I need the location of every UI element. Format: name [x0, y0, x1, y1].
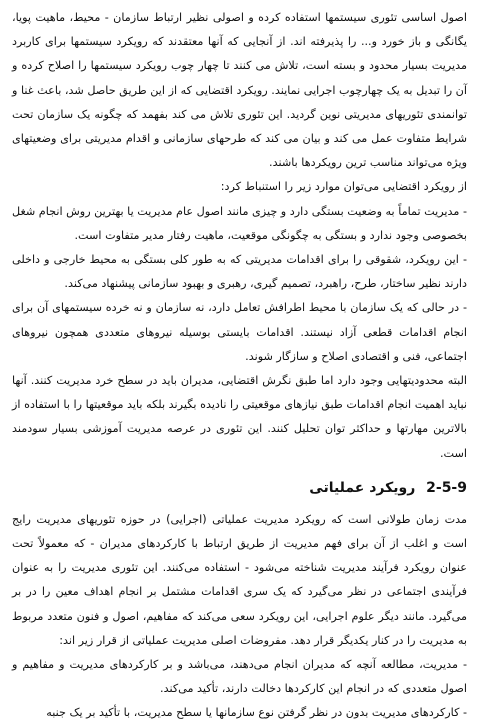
- inference-lead: از رویکرد اقتضایی می‌توان موارد زیر را استنباط کرد:: [220, 180, 467, 194]
- section-title: رویکرد عملیاتی: [309, 479, 416, 496]
- list-item: - این رویکرد، شقوقی را برای اقدامات مدیریتی که به طور کلی بستگی به محیط خارجی و داخلی دارند نظیر ساختار، طرح، راهبرد، تصمیم گیری، رهبری و بهبود سازمانی پیشنهاد می‌کند.: [12, 253, 467, 291]
- list-item: - در حالی که یک سازمان با محیط اطرافش تعامل دارد، نه سازمان و نه خرده سیستمهای آن برای انجام اقدامات قطعی آزاد نیستند. اقدامات بایستی بوسیله نیروهای متعددی همچون نیروهای اجتماعی، فنی و اقتصادی اصلاح و سازگار شوند.: [12, 301, 467, 363]
- section-number: 2-5-9: [426, 479, 467, 496]
- closing-paragraph: البته محدودیتهایی وجود دارد اما طبق نگرش اقتضایی، مدیران باید در سطح خرد مدیریت کنند. آنها نباید اهمیت انجام اقدامات طبق نیازهای موقعیتی را نادیده بگیرند بلکه باید موقعیتها را با استفاده از بالاترین مهارتها و حداکثر توان تحلیل کنند. این تئوری در عرصه مدیریت آموزشی بسیار سودمند است.: [12, 374, 467, 460]
- list-item: - مدیریت، مطالعه آنچه که مدیران انجام می‌دهند، می‌باشد و بر کارکردهای مدیریت و مفاهیم و اصول متعددی که در انجام این کارکردها دخالت دارند، تأکید می‌کند.: [12, 658, 467, 696]
- list-item: - مدیریت تماماً به وضعیت بستگی دارد و چیزی مانند اصول عام مدیریت یا بهترین روش انجام شغل بخصوصی وجود ندارد و بستگی به چگونگی موقعیت، ماهیت رفتار مدیر متفاوت است.: [12, 204, 467, 242]
- assumptions-list: [12, 653, 467, 726]
- contingency-list: [12, 200, 467, 369]
- section-paragraph: مدت زمان طولانی است که رویکرد مدیریت عملیاتی (اجرایی) در حوزه تئوریهای مدیریت رایج است و اغلب از آن برای فهم مدیریت از طریق ارتباط با کارکردهای مدیران - که معمولاً تحت عنوان رویکرد فرآیند مدیریت شناخته می‌شود - استفاده می‌کنند. این تئوری مدیریت را به عنوان فرآیندی اجتماعی در نظر می‌گیرد که یک سری اقدامات مشتمل بر انجام اهداف معین را در بر می‌گیرد. مانند دیگر علوم اجرایی، این رویکرد سعی می‌کند که مفاهیم، اصول و فنون متعدد مربوط به مدیریت را در کنار یکدیگر قرار دهد. مفروضات اصلی مدیریت عملیاتی از قرار زیر اند:: [12, 512, 467, 647]
- section-heading: [12, 476, 467, 500]
- list-item: - کارکردهای مدیریت بدون در نظر گرفتن نوع سازمانها یا سطح مدیریت، با تأکید بر یک جنبه: [46, 706, 467, 720]
- intro-paragraph: اصول اساسی تئوری سیستمها استفاده کرده و اصولی نظیر ارتباط سازمان - محیط، ماهیت پویا، یگانگی و باز خورد و... را پذیرفته اند. از آنجایی که آنها معتقدند که رویکرد سیستمها برای کاربرد مدیریت بسیار محدود و بسته است، تلاش می کنند تا چهار چوب رویکرد سیستمها را اصلاح کرده و آن را تبدیل به یک چهارچوب اجرایی نمایند. رویکرد اقتضایی که از این طریق حاصل شد، باعث غنا و توانمندی تئوریهای مدیریتی نوین گردید. این تئوری تلاش می کند بفهمد که چگونه یک سازمان تحت شرایط متفاوت عمل می کند و بیان می کند که طرحهای سازمانی و اقدام مدیریتی برای وضعیتهای ویژه می‌تواند مناسب ترین رویکردها باشند.: [12, 11, 467, 170]
